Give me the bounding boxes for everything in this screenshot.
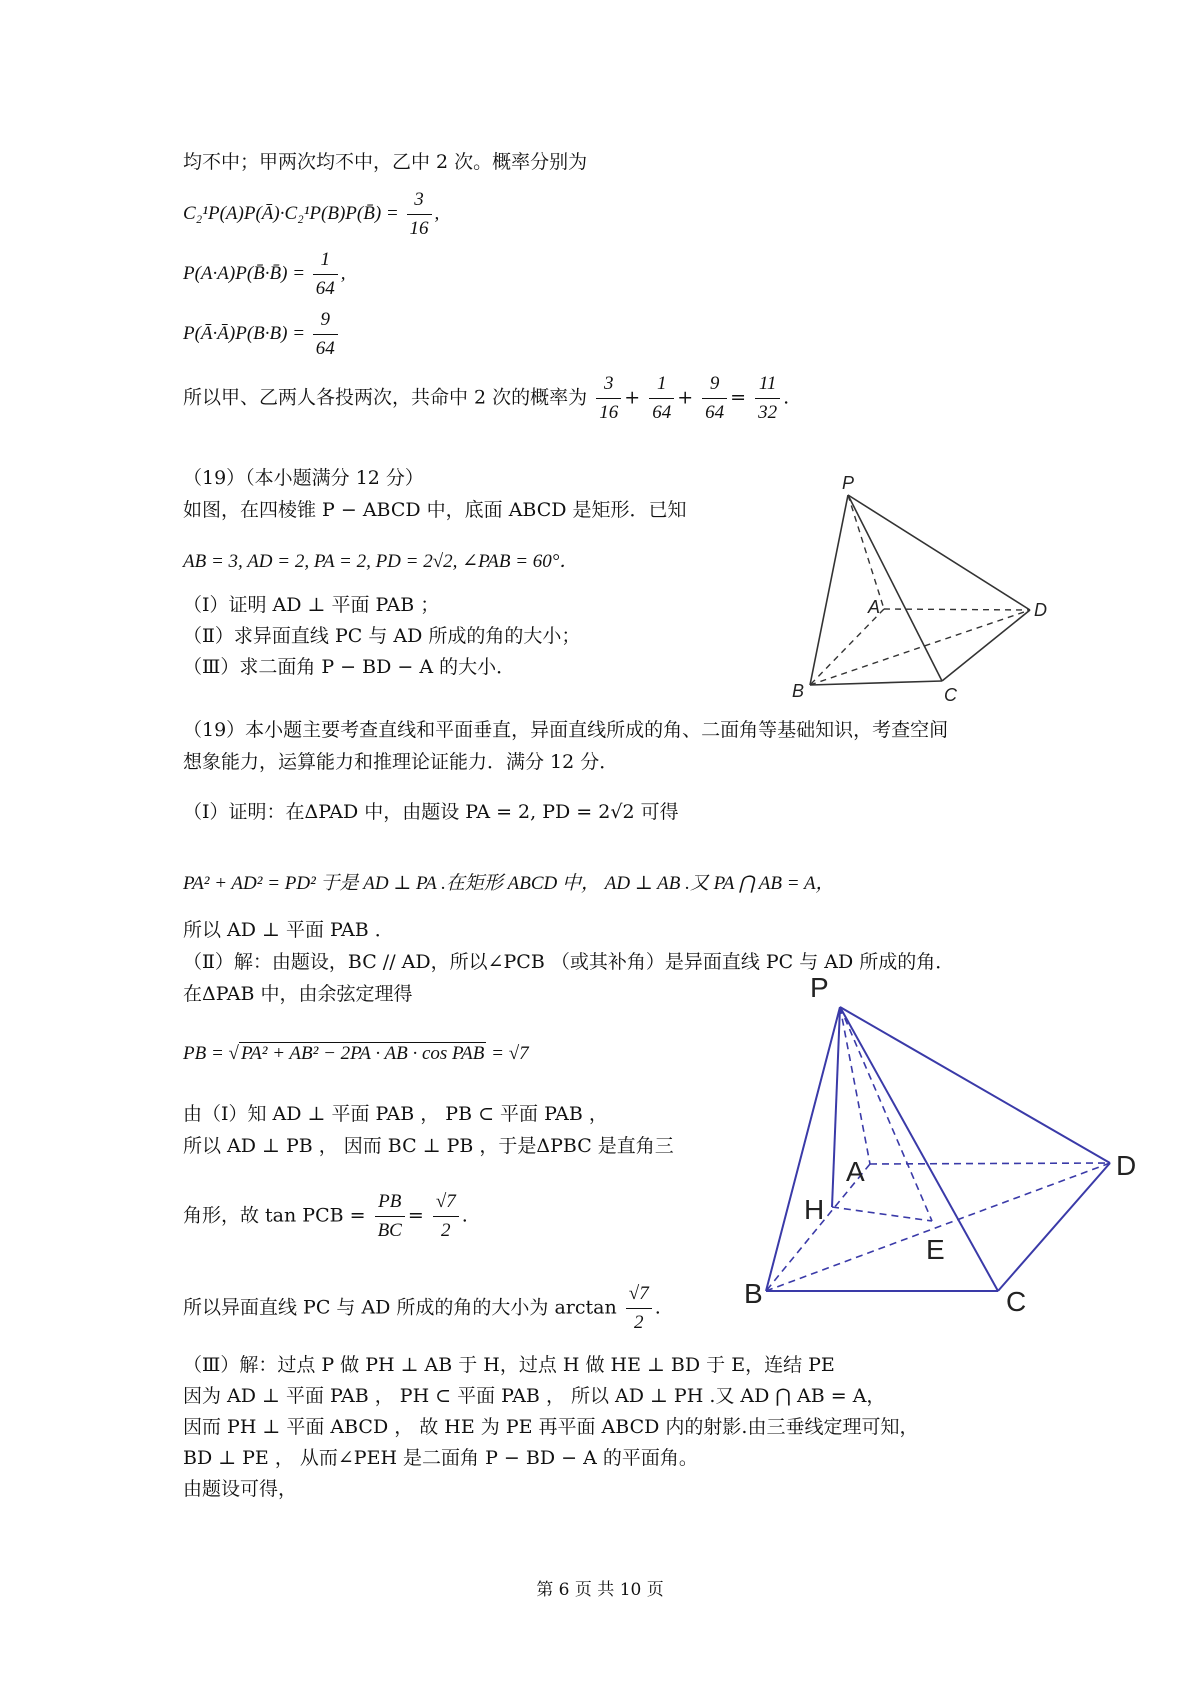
numerator: PB [375, 1188, 405, 1217]
vertex-label-P: P [810, 975, 829, 1003]
arctan-result: 所以异面直线 PC 与 AD 所成的角的大小为 arctan $\frac{√7}{2}$ . [183, 1280, 661, 1337]
text-line: 所以甲、乙两人各投两次，共命中 2 次的概率为 $\frac{3}{16}$ + $\frac{1}{64}$ + $\frac{9}{64}$ = $\frac{11}{32}$ . [183, 370, 789, 427]
fraction [626, 1280, 652, 1337]
question-2: （Ⅱ）求异面直线 PC 与 AD 所成的角的大小； [183, 625, 581, 647]
denominator: 64 [705, 402, 725, 423]
page-footer: 第 6 页 共 10 页 [536, 1580, 664, 1600]
fraction [313, 246, 338, 303]
numerator: 3 [407, 186, 432, 215]
formula-line: P(A·A)P(B̄·B̄) = $\frac{1}{64}$ , [183, 246, 346, 303]
vertex-label-P: P [842, 475, 855, 493]
numerator: 9 [313, 306, 338, 335]
denominator: 64 [315, 338, 335, 359]
denominator: BC [377, 1220, 402, 1241]
problem-statement: 如图，在四棱锥 P − ABCD 中，底面 ABCD 是矩形．已知 [183, 499, 687, 521]
solution-line: 因而 PH ⊥ 平面 ABCD ， 故 HE 为 PE 再平面 ABCD 内的射影.由三垂线定理可知， [183, 1416, 919, 1438]
solution-line: 因为 AD ⊥ 平面 PAB ， PH ⊂ 平面 PAB ， 所以 AD ⊥ PH .又 AD ⋂ AB = A， [183, 1385, 886, 1407]
vertex-label-E: E [926, 1234, 945, 1265]
vertex-label-D: D [1034, 600, 1047, 620]
solution-line: 所以 AD ⊥ 平面 PAB ． [183, 919, 394, 941]
formula-line: C₂¹P(A)P(Ā)·C₂¹P(B)P(B̄) = $\frac{3}{16}$ , [183, 186, 439, 243]
formula-text: P(A·A)P(B̄·B̄) = [183, 262, 306, 284]
denominator: 64 [315, 278, 335, 299]
radicand: PA² + AB² − 2PA · AB · cos PAB [240, 1043, 485, 1064]
fraction [375, 1188, 405, 1245]
solution-line: （Ⅲ）解：过点 P 做 PH ⊥ AB 于 H，过点 H 做 HE ⊥ BD 于 E，连结 PE [183, 1354, 835, 1376]
vertex-label-A: A [846, 1156, 865, 1187]
problem-heading: （19）（本小题满分 12 分） [183, 467, 424, 489]
vertex-label-C: C [944, 685, 957, 705]
numerator: 3 [596, 370, 621, 399]
solution-line: （Ⅰ）证明：在ΔPAD 中，由题设 PA = 2, PD = 2√2 可得 [183, 801, 679, 823]
pyramid-figure-1 [760, 475, 1060, 705]
question-1: （Ⅰ）证明 AD ⊥ 平面 PAB ； [183, 594, 440, 616]
fraction [407, 186, 432, 243]
solution-line: 在ΔPAB 中，由余弦定理得 [183, 983, 413, 1005]
numerator: √7 [433, 1188, 459, 1217]
text: 所以异面直线 PC 与 AD 所成的角的大小为 arctan [183, 1296, 617, 1319]
vertex-label-D: D [1116, 1150, 1137, 1181]
solution-intro: （19）本小题主要考查直线和平面垂直，异面直线所成的角、二面角等基础知识，考查空间 [183, 719, 949, 741]
pyramid-figure-2 [740, 975, 1140, 1315]
solution-line: 由题设可得， [183, 1478, 298, 1500]
solution-line: （Ⅱ）解：由题设，BC // AD，所以∠PCB （或其补角）是异面直线 PC 与 AD 所成的角． [183, 951, 955, 973]
fraction [596, 370, 621, 427]
fraction [702, 370, 727, 427]
formula-lhs: PB = [183, 1043, 224, 1064]
denominator: 32 [758, 402, 778, 423]
text-line: 均不中；甲两次均不中，乙中 2 次。概率分别为 [183, 151, 588, 173]
formula-text: C₂¹P(A)P(Ā)·C₂¹P(B)P(B̄) = [183, 202, 399, 224]
fraction [649, 370, 674, 427]
vertex-label-H: H [804, 1194, 825, 1225]
text: 角形，故 tan PCB = [183, 1204, 366, 1227]
vertex-label-B: B [744, 1278, 763, 1309]
denominator: 16 [599, 402, 619, 423]
tan-formula: 角形，故 tan PCB = $\frac{PB}{BC}$ = $\frac{√7}{2}$ . [183, 1188, 468, 1245]
cosine-law-formula: PB = √ PA² + AB² − 2PA · AB · cos PAB = √7 [183, 1043, 529, 1064]
vertex-label-B: B [792, 681, 805, 701]
vertex-label-C: C [1006, 1286, 1027, 1315]
vertex-label-A: A [868, 597, 881, 617]
numerator: 9 [702, 370, 727, 399]
denominator: 64 [652, 402, 672, 423]
formula-rhs: = √7 [491, 1043, 529, 1064]
solution-intro: 想象能力，运算能力和推理论证能力．满分 12 分． [183, 751, 619, 773]
solution-line: BD ⊥ PE ， 从而∠PEH 是二面角 P − BD − A 的平面角。 [183, 1447, 698, 1469]
numerator: 1 [649, 370, 674, 399]
denominator: 2 [634, 1312, 644, 1333]
formula-text: P(Ā·Ā)P(B·B) = [183, 322, 306, 344]
numerator: 1 [313, 246, 338, 275]
denominator: 16 [409, 218, 429, 239]
numerator: 11 [755, 370, 780, 399]
question-3: （Ⅲ）求二面角 P − BD − A 的大小． [183, 656, 516, 678]
denominator: 2 [441, 1220, 451, 1241]
numerator: √7 [626, 1280, 652, 1309]
fraction [755, 370, 780, 427]
problem-given: AB = 3, AD = 2, PA = 2, PD = 2√2, ∠PAB = 60°． [183, 551, 579, 572]
solution-line: PA² + AD² = PD² 于是 AD ⊥ PA .在矩形 ABCD 中， AD ⊥ AB .又 PA ⋂ AB = A， [183, 873, 835, 894]
fraction [433, 1188, 459, 1245]
text: 所以甲、乙两人各投两次，共命中 2 次的概率为 [183, 386, 588, 409]
solution-line: 所以 AD ⊥ PB ， 因而 BC ⊥ PB ，于是ΔPBC 是直角三 [183, 1135, 674, 1157]
solution-line: 由（Ⅰ）知 AD ⊥ 平面 PAB ， PB ⊂ 平面 PAB ， [183, 1103, 608, 1125]
fraction [313, 306, 338, 363]
formula-line [183, 306, 341, 363]
